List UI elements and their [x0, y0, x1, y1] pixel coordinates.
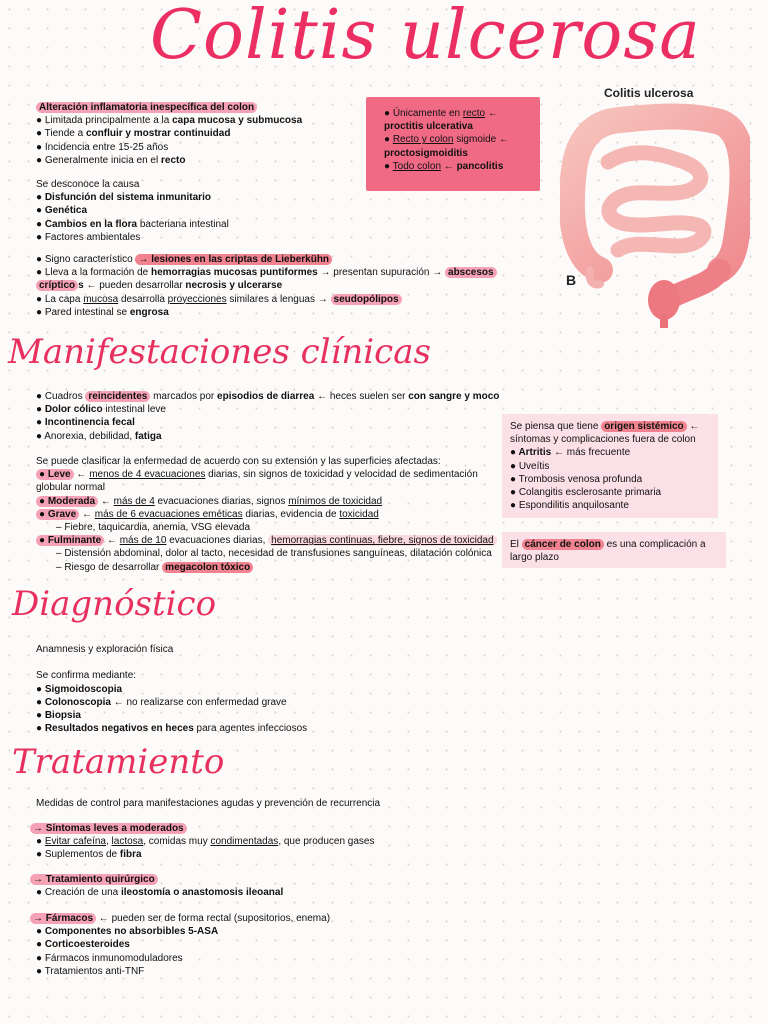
tratamiento-intro: Medidas de control para manifestaciones agudas y prevención de recurrencia	[36, 798, 381, 809]
section-heading-manifestaciones: Manifestaciones clínicas	[8, 332, 431, 372]
tratamiento-farmacos: → Fármacos ← pueden ser de forma rectal (supositorios, enema) ● Componentes no absorbibles 5-ASA ● Corticoesteroides ● Fármacos inmunomoduladores ● Tratamientos anti-TNF	[30, 912, 330, 978]
systemic-box-content: Se piensa que tiene origen sistémico ← síntomas y complicaciones fuera de colon ● Artritis ← más frecuente ● Uveítis ● Trombosis venosa profunda ● Colangitis esclerosante primaria ● Espondilitis anquilosante	[510, 421, 700, 512]
figure-title: Colitis ulcerosa	[604, 86, 694, 100]
section-heading-diagnostico: Diagnóstico	[12, 584, 217, 624]
manifestaciones-list: ● Cuadros reincidentes marcados por episodios de diarrea ← heces suelen ser con sangre y moco ● Dolor cólico intestinal leve ● Incontinencia fecal ● Anorexia, debilidad, fatiga	[36, 391, 500, 442]
section-heading-tratamiento: Tratamiento	[12, 742, 225, 782]
signs-section: ● Signo característico → lesiones en las criptas de Lieberkühn ● Lleva a la formación de hemorragias mucosas puntiformes → presentan supuración → abscesos críptico s ← pueden desarrollar necrosis y ulcerarse ● La capa mucosa desarrolla proyecciones similares a lenguas → seudopólipos ● Pared intestinal se engrosa	[36, 253, 497, 319]
cause-section: Se desconoce la causa ● Disfunción del sistema inmunitario ● Genética ● Cambios en la flora bacteriana intestinal ● Factores ambientales	[36, 179, 229, 243]
colon-illustration	[560, 100, 750, 332]
figure-label: B	[566, 272, 577, 288]
classification-section: Se puede clasificar la enfermedad de acuerdo con su extensión y las superficies afectadas: ● Leve ← menos de 4 evacuaciones diarias, sin signos de toxicidad y velocidad de sedimentación globular normal ● Moderada ← más de 4 evacuaciones diarias, signos mínimos de toxicidad ● Grave ← más de 6 evacuaciones eméticas diarias, evidencia de toxicidad – Fiebre, taquicardia, anemia, VSG elevada ● Fulminante ← más de 10 evacuaciones diarias, hemorragias continuas, fiebre, signos de toxicidad – Distensión abdominal, dolor al tacto, necesidad de transfusiones sanguíneas, dilatación colónica – Riesgo de desarrollar megacolon tóxico	[36, 455, 497, 574]
intro-section: Alteración inflamatoria inespecífica del colon ● Limitada principalmente a la capa mucosa y submucosa ● Tiende a confluir y mostrar continuidad ● Incidencia entre 15-25 años ● Generalmente inicia en el recto	[36, 102, 303, 166]
location-box-content: ● Únicamente en recto ← proctitis ulcerativa ● Recto y colon sigmoide ← proctosigmoiditis ● Todo colon ← pancolitis	[384, 108, 509, 172]
page-title: Colitis ulcerosa	[150, 0, 701, 75]
cancer-box-content: El cáncer de colon es una complicación a largo plazo	[510, 539, 706, 564]
tratamiento-leves: → Síntomas leves a moderados ● Evitar cafeína, lactosa, comidas muy condimentadas, que producen gases ● Suplementos de fibra	[30, 822, 375, 862]
tratamiento-quirurgico: → Tratamiento quirúrgico ● Creación de una ileostomía o anastomosis ileoanal	[30, 873, 283, 899]
diagnostico-section: Anamnesis y exploración física Se confirma mediante: ● Sigmoidoscopia ● Colonoscopia ← no realizarse con enfermedad grave ● Biopsia ● Resultados negativos en heces para agentes infecciosos	[36, 644, 308, 735]
